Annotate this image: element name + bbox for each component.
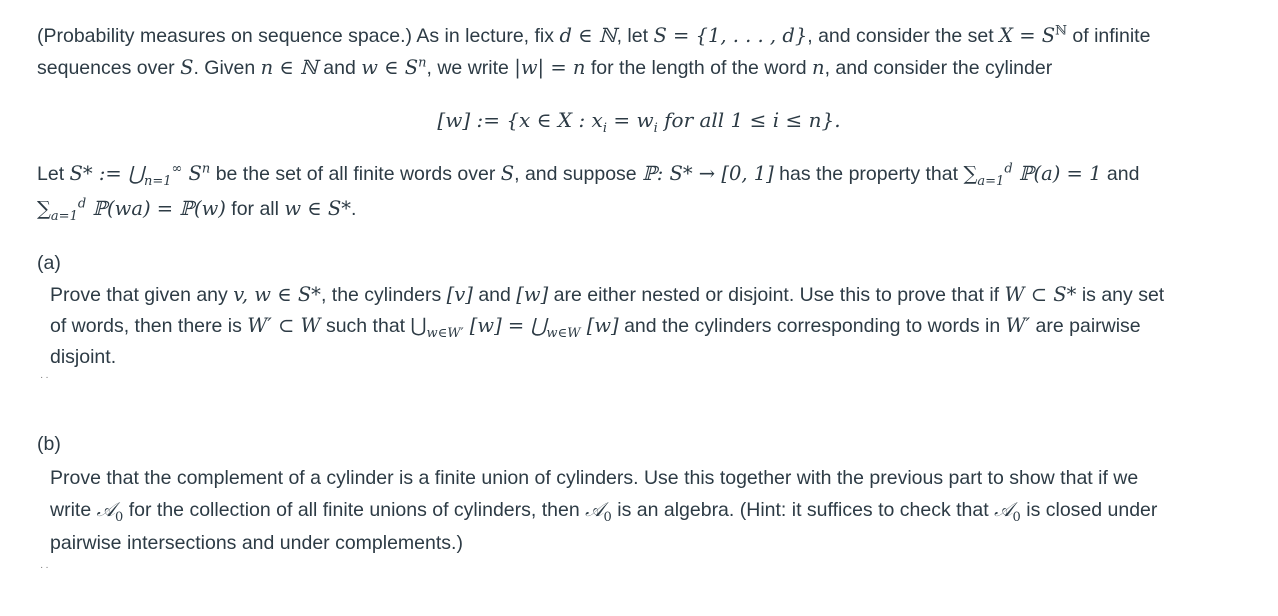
cylinder-definition — [0, 104, 1278, 136]
math-sub: 0 — [1012, 509, 1021, 525]
math-sup: d — [77, 196, 87, 212]
math: S — [500, 162, 515, 185]
intro-line-1 — [37, 20, 1258, 52]
text: (Probability measures on sequence space.) As in lecture, fix — [37, 25, 560, 47]
math: n ∈ ℕ — [260, 56, 318, 79]
text: , and consider the cylinder — [824, 57, 1053, 79]
math-sup: d — [1004, 161, 1013, 177]
math: [w] = ⋃ — [463, 314, 547, 337]
part-a-line-3: disjoint. — [50, 346, 117, 368]
text: is any set — [1076, 284, 1165, 306]
math: S* := ⋃ — [69, 162, 144, 185]
defs-line-2 — [37, 193, 1258, 225]
text: be the set of all finite words over — [210, 163, 501, 185]
part-b-line-3: pairwise intersections and under complements.) — [50, 532, 463, 554]
math: |w| = n — [514, 56, 586, 79]
math: S — [182, 162, 202, 185]
math-sub: a=1 — [50, 208, 78, 224]
math: for all 1 ≤ i ≤ n}. — [657, 108, 841, 132]
text: write — [50, 499, 97, 521]
math: ∑ — [37, 197, 51, 220]
math: [v] — [446, 283, 473, 306]
text: , and suppose — [514, 163, 643, 185]
text: Prove that given any — [50, 284, 234, 306]
separator-dots: ·· — [40, 562, 51, 573]
math-sub: 0 — [115, 509, 124, 525]
text: is closed under — [1020, 499, 1158, 521]
text: for all — [225, 198, 285, 220]
math: W′ — [1005, 314, 1031, 337]
math: n — [812, 56, 825, 79]
math: [w] := {x ∈ X : x — [437, 108, 603, 132]
text: . Given — [193, 57, 261, 79]
math-sub: w∈W — [546, 325, 581, 341]
math: v, w ∈ S* — [233, 283, 321, 306]
math: d ∈ ℕ — [559, 24, 617, 47]
text: for the collection of all finite unions of cylinders, then — [123, 499, 586, 521]
math: S — [180, 56, 194, 79]
text: , let — [616, 25, 654, 47]
text: of words, then there is — [50, 315, 248, 337]
math: ℙ: S* → [0, 1] — [642, 162, 774, 185]
text: , and consider the set — [807, 25, 1000, 47]
separator-dots: ·· — [40, 372, 51, 383]
text: of infinite — [1066, 25, 1151, 47]
math-sup: ℕ — [1055, 23, 1067, 39]
text: , we write — [426, 57, 515, 79]
intro-line-2 — [37, 52, 1258, 84]
math: 𝒜 — [585, 498, 604, 521]
math-sup: n — [418, 55, 427, 71]
math: W′ ⊂ W — [247, 314, 321, 337]
math: 𝒜 — [994, 498, 1013, 521]
math-sub: 0 — [603, 509, 612, 525]
text: and — [1101, 163, 1140, 185]
text: are either nested or disjoint. Use this to prove that if — [548, 284, 1005, 306]
part-a-line-2 — [50, 310, 1258, 342]
text: for the length of the word — [585, 57, 812, 79]
math: S = {1, . . . , d} — [653, 24, 808, 47]
math: 𝒜 — [96, 498, 116, 521]
math: w ∈ S — [361, 56, 419, 79]
math: = w — [607, 108, 654, 132]
math-sub: i — [602, 121, 607, 136]
math: W ⊂ S* — [1004, 283, 1077, 306]
text: , the cylinders — [320, 284, 447, 306]
text: and — [317, 57, 362, 79]
defs-line-1 — [37, 158, 1258, 190]
part-b-heading: (b) — [37, 433, 61, 455]
text: are pairwise — [1030, 315, 1141, 337]
text: such that — [320, 315, 411, 337]
text: and the cylinders corresponding to words in — [618, 315, 1006, 337]
math: ℙ(a) = 1 — [1012, 162, 1102, 185]
math: ⋃ — [410, 314, 427, 337]
math: X = S — [999, 24, 1056, 47]
math: ℙ(wa) = ℙ(w) — [86, 197, 226, 220]
part-b-line-1: Prove that the complement of a cylinder is a finite union of cylinders. Use this together with the previous part to show that if we — [50, 467, 1139, 489]
math-sup: ∞ — [171, 161, 183, 177]
math: [w] — [516, 283, 549, 306]
math-sub: w∈W′ — [426, 325, 464, 341]
math-sub: i — [653, 121, 658, 136]
text: sequences over — [37, 57, 181, 79]
text: . — [351, 198, 357, 220]
part-b-line-2 — [50, 494, 1258, 526]
part-a-line-1 — [50, 279, 1258, 311]
part-a-heading: (a) — [37, 252, 61, 274]
text: Let — [37, 163, 70, 185]
text: has the property that — [773, 163, 964, 185]
math-sub: n=1 — [143, 173, 172, 189]
math-sub: a=1 — [977, 173, 1005, 189]
text: and — [472, 284, 517, 306]
math: w ∈ S* — [284, 197, 352, 220]
math-sup: n — [201, 161, 211, 177]
math: ∑ — [963, 162, 978, 185]
math: [w] — [580, 314, 619, 337]
text: is an algebra. (Hint: it suffices to check that — [611, 499, 995, 521]
